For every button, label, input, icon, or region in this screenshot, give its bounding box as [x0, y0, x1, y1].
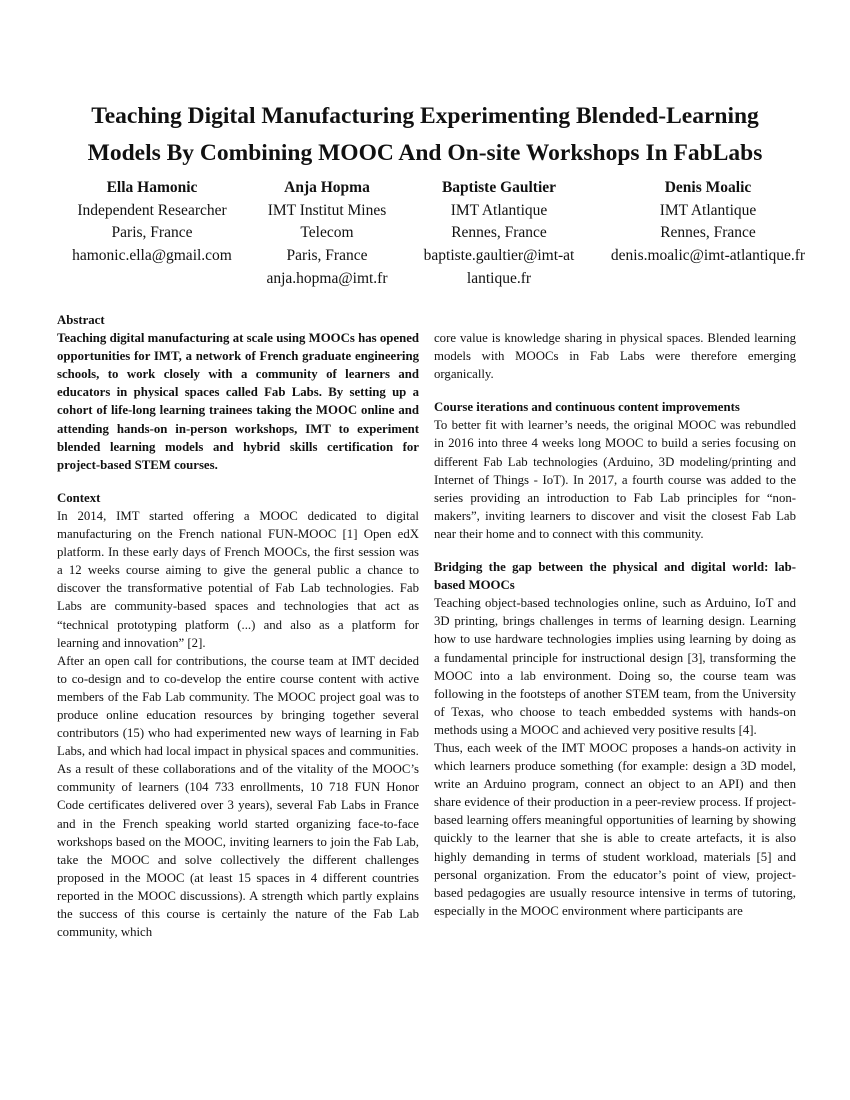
bridging-paragraph-1: Teaching object-based technologies online, such as Arduino, IoT and 3D printing, brings challenges in terms of learning design. Learning how to use hardware technologies implies using learning by doing as a fundamental principle for instructional design [3], transforming the MOOC into a lab environment. Doing so, the course team was following in the footsteps of another STEM team, from the University of Texas, who choose to teach embedded systems with hands-on methods using a MOOC and achieved very positive results [4]. — [434, 596, 796, 737]
author-email-continued[interactable]: lantique.fr — [466, 269, 532, 287]
paper-title — [40, 98, 810, 172]
author-block-3 — [410, 177, 588, 291]
author-affiliation: IMT Atlantique — [450, 201, 548, 219]
author-affiliation: Independent Researcher — [77, 201, 227, 219]
iterations-heading: Course iterations and continuous content improvements — [434, 400, 740, 415]
author-affiliation-2: Telecom — [300, 224, 354, 242]
author-affiliation: IMT Institut Mines — [267, 201, 387, 219]
author-block-1 — [62, 177, 242, 268]
context-paragraph-3: As a result of these collaborations and of the vitality of the MOOC’s community of learners (104 733 enrollments, 10 718 FUN Honor Code certificates delivered over 3 years), several Fab Labs in France and in the French speaking world started organizing face-to-face workshops based on the MOOC, inviting learners to join the Fab Lab, take the MOOC and solve collectively the different challenges proposed in the MOOC (at least 15 spaces in 4 different countries reported in the MOOC discussions). A strength which partly explains the success of this course is certainly the nature of the Fab Lab community, which — [57, 762, 419, 940]
author-location: Rennes, France — [451, 224, 547, 242]
author-name: Denis Moalic — [664, 179, 752, 196]
author-name: Anja Hopma — [284, 179, 370, 196]
right-column — [434, 329, 796, 920]
author-email[interactable]: baptiste.gaultier@imt-at — [423, 247, 575, 265]
author-name: Ella Hamonic — [106, 179, 198, 196]
author-location: Paris, France — [111, 224, 193, 242]
context-heading: Context — [57, 490, 101, 505]
author-location: Rennes, France — [660, 224, 756, 242]
author-block-2 — [252, 177, 402, 291]
author-location: Paris, France — [286, 247, 368, 265]
author-affiliation: IMT Atlantique — [659, 201, 757, 219]
bridging-paragraph-2: Thus, each week of the IMT MOOC proposes a hands-on activity in which learners produce something (for example: design a 3D model, write an Arduino program, connect an object to an API) and then share evidence of their production in a peer-review process. If project-based learning offers meaningful opportunities of learning by showing quickly to the learner that she is able to create artefacts, it is also highly demanding in terms of student workload, materials [5] and personal organization. From the educator’s point of view, project-based pedagogies are usually resource intensive in terms of tutoring, especially in the MOOC environment where participants are — [434, 740, 796, 918]
context-paragraph-1: In 2014, IMT started offering a MOOC dedicated to digital manufacturing on the French national FUN-MOOC [1] Open edX platform. In these early days of French MOOCs, the first session was a 12 weeks course aiming to give the general public a chance to discover the transformative potential of Fab Lab technologies. Fab Labs are community-based spaces and technologies that act as “technical prototyping platform (...) and also as a platform for learning and innovation” [2]. — [57, 508, 419, 650]
bridging-heading: Bridging the gap between the physical and digital world: lab-based MOOCs — [434, 560, 796, 593]
abstract-body: Teaching digital manufacturing at scale using MOOCs has opened opportunities for IMT, a network of French graduate engineering schools, to work closely with a community of learners and educators in physical spaces called Fab Labs. By setting up a cohort of life-long learning trainees taking the MOOC online and attending hands-on in-person workshops, IMT to experiment blended learning models and hybrid skills certification for project-based STEM courses. — [57, 331, 419, 472]
author-email[interactable]: denis.moalic@imt-atlantique.fr — [610, 247, 806, 265]
iterations-paragraph: To better fit with learner’s needs, the original MOOC was rebundled in 2016 into three 4 weeks long MOOC to build a series focusing on different Fab Lab technologies (Arduino, 3D modeling/printing and Internet of Things - IoT). In 2017, a fourth course was added to the series providing an introduction to Fab Lab principles for “non-makers”, inviting learners to discover and visit the closest Fab Lab near their home and to connect with this community. — [434, 418, 796, 541]
context-continued: core value is knowledge sharing in physical spaces. Blended learning models with MOOCs in Fab Labs were therefore emerging organically. — [434, 331, 796, 382]
author-email[interactable]: anja.hopma@imt.fr — [266, 269, 388, 287]
abstract-heading: Abstract — [57, 313, 105, 327]
context-paragraph-2: After an open call for contributions, the course team at IMT decided to co-design and to co-develop the entire course content with active members of the Fab Lab community. The MOOC project goal was to produce online education resources by bringing together several contributors (15) who had experimented new ways of learning in Fab Labs, and which had local impact in physical spaces and communities. — [57, 653, 419, 759]
title-line-2: Models By Combining MOOC And On-site Workshops In FabLabs — [87, 140, 763, 166]
title-line-1: Teaching Digital Manufacturing Experimenting Blended-Learning — [91, 103, 759, 129]
left-column — [57, 311, 419, 941]
author-block-4 — [592, 177, 824, 268]
author-email[interactable]: hamonic.ella@gmail.com — [72, 247, 232, 265]
author-name: Baptiste Gaultier — [441, 179, 557, 196]
